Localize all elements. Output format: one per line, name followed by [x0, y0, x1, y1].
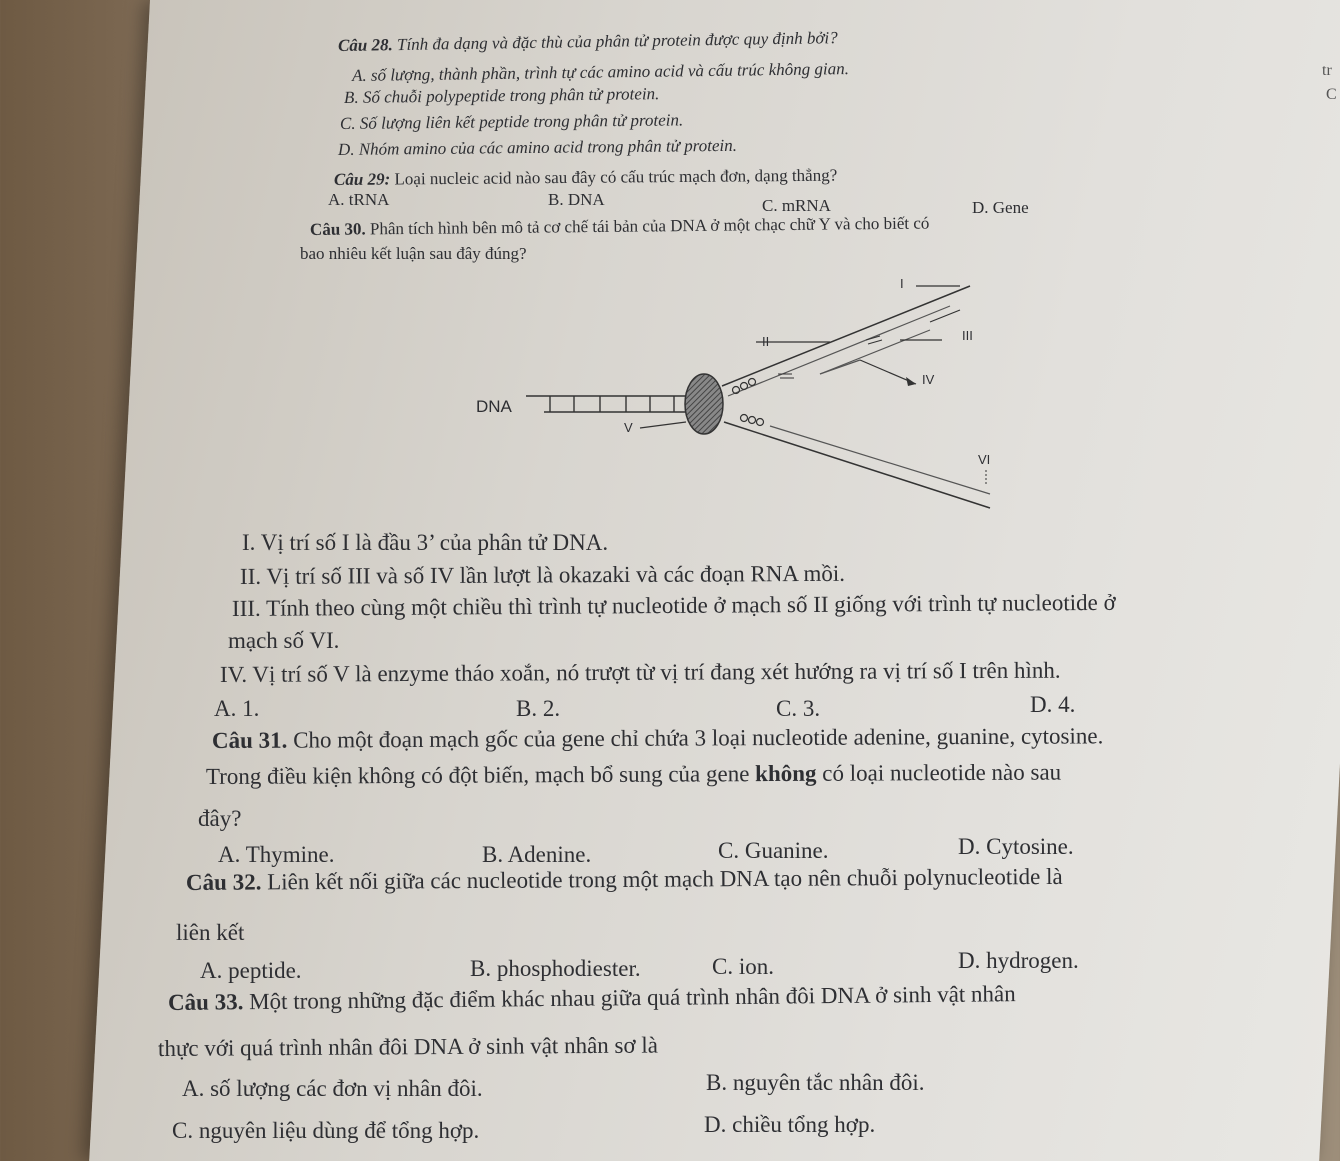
label-v: V [624, 420, 633, 435]
q30-text1: Phân tích hình bên mô tả cơ chế tái bản của DNA ở một chạc chữ Y và cho biết có [369, 213, 930, 239]
q33-option-c: C. nguyên liệu dùng để tổng hợp. [172, 1118, 480, 1143]
polymerase-lower [741, 415, 764, 426]
label-vi: VI [978, 452, 991, 467]
template-strand-lower [724, 422, 990, 508]
q28-option-c: C. Số lượng liên kết peptide trong phân tử protein. [339, 110, 684, 133]
q28-option-a: A. số lượng, thành phần, trình tự các amino acid và cấu trúc không gian. [351, 59, 850, 85]
q29-option-c: C. mRNA [762, 196, 831, 215]
helicase-enzyme [685, 374, 723, 434]
q29-option-d: D. Gene [972, 198, 1029, 217]
edge-fragment-2: C [1326, 86, 1337, 103]
replication-fork-figure [460, 262, 1020, 520]
q28-text: Tính đa dạng và đặc thù của phân tử protein được quy định bởi? [396, 28, 838, 55]
q31-text2a: Trong điều kiện không có đột biến, mạch bổ sung của gene [205, 761, 756, 789]
q31-text2b: có loại nucleotide nào sau [816, 759, 1062, 786]
q30-option-c: C. 3. [776, 696, 821, 721]
q31-option-a: A. Thymine. [218, 842, 335, 867]
label-iv: IV [922, 372, 935, 387]
q33-option-d: D. chiều tổng hợp. [704, 1112, 876, 1137]
pointer-v [640, 422, 686, 428]
q29-label: Câu 29: [333, 169, 391, 189]
q32-option-b: B. phosphodiester. [470, 956, 641, 981]
q29-option-a: A. tRNA [328, 190, 390, 209]
q31-text2-bold: không [755, 760, 817, 787]
leading-strand [770, 426, 990, 494]
q31-label: Câu 31. [211, 727, 288, 753]
q32-option-d: D. hydrogen. [958, 948, 1079, 973]
q33-option-b: B. nguyên tắc nhân đôi. [706, 1070, 925, 1095]
q28-option-b: B. Số chuỗi polypeptide trong phân tử protein. [343, 84, 660, 107]
q30-statement-1: I. Vị trí số I là đầu 3’ của phân tử DNA. [242, 530, 609, 555]
label-dna: DNA [476, 397, 512, 416]
q33-option-a: A. số lượng các đơn vị nhân đôi. [182, 1076, 483, 1101]
q31-stem-line2 [206, 760, 1061, 790]
q32-option-a: A. peptide. [200, 958, 302, 983]
q31-option-d: D. Cytosine. [958, 834, 1074, 859]
q30-option-a: A. 1. [214, 696, 260, 721]
q28-option-d: D. Nhóm amino của các amino acid trong phân tử protein. [337, 135, 738, 159]
q33-label: Câu 33. [167, 989, 244, 1015]
label-iii: III [962, 328, 973, 343]
q28-label: Câu 28. [337, 35, 393, 55]
q31-stem-line1 [212, 723, 1103, 754]
q30-statement-3b: mạch số VI. [228, 628, 340, 653]
label-i: I [900, 276, 904, 291]
q32-label: Câu 32. [185, 869, 262, 895]
q32-stem-line2: liên kết [176, 920, 245, 945]
q30-stem-line2: bao nhiêu kết luận sau đây đúng? [300, 244, 527, 263]
edge-fragment-1: tr [1322, 62, 1332, 79]
q33-text1: Một trong những đặc điểm khác nhau giữa quá trình nhân đôi DNA ở sinh vật nhân [249, 981, 1016, 1015]
q31-option-b: B. Adenine. [482, 842, 592, 867]
q30-statement-4: IV. Vị trí số V là enzyme tháo xoắn, nó trượt từ vị trí đang xét hướng ra vị trí số I trên hình. [219, 657, 1061, 687]
new-strand-upper-1 [728, 306, 950, 396]
q30-option-d: D. 4. [1030, 692, 1076, 717]
q30-statement-2: II. Vị trí số III và số IV lần lượt là okazaki và các đoạn RNA mồi. [239, 560, 846, 589]
q31-text1: Cho một đoạn mạch gốc của gene chỉ chứa 3 loại nucleotide adenine, guanine, cytosine. [293, 723, 1104, 753]
template-strand-upper [722, 286, 970, 386]
q31-stem-line3: đây? [198, 806, 242, 831]
q30-option-b: B. 2. [516, 696, 561, 721]
q32-text1: Liên kết nối giữa các nucleotide trong một mạch DNA tạo nên chuỗi polynucleotide là [267, 863, 1063, 895]
dna-base-pairs [550, 396, 674, 412]
q31-option-c: C. Guanine. [718, 838, 829, 863]
q29-option-b: B. DNA [548, 190, 605, 209]
q30-statement-3a: III. Tính theo cùng một chiều thì trình tự nucleotide ở mạch số II giống với trình tự nucleotide ở [231, 589, 1116, 621]
q33-stem-line2: thực với quá trình nhân đôi DNA ở sinh vật nhân sơ là [157, 1032, 659, 1061]
q29-text: Loại nucleic acid nào sau đây có cấu trúc mạch đơn, dạng thẳng? [394, 165, 838, 189]
q30-label: Câu 30. [309, 219, 366, 239]
label-ii: II [762, 334, 770, 349]
q32-option-c: C. ion. [712, 954, 774, 979]
